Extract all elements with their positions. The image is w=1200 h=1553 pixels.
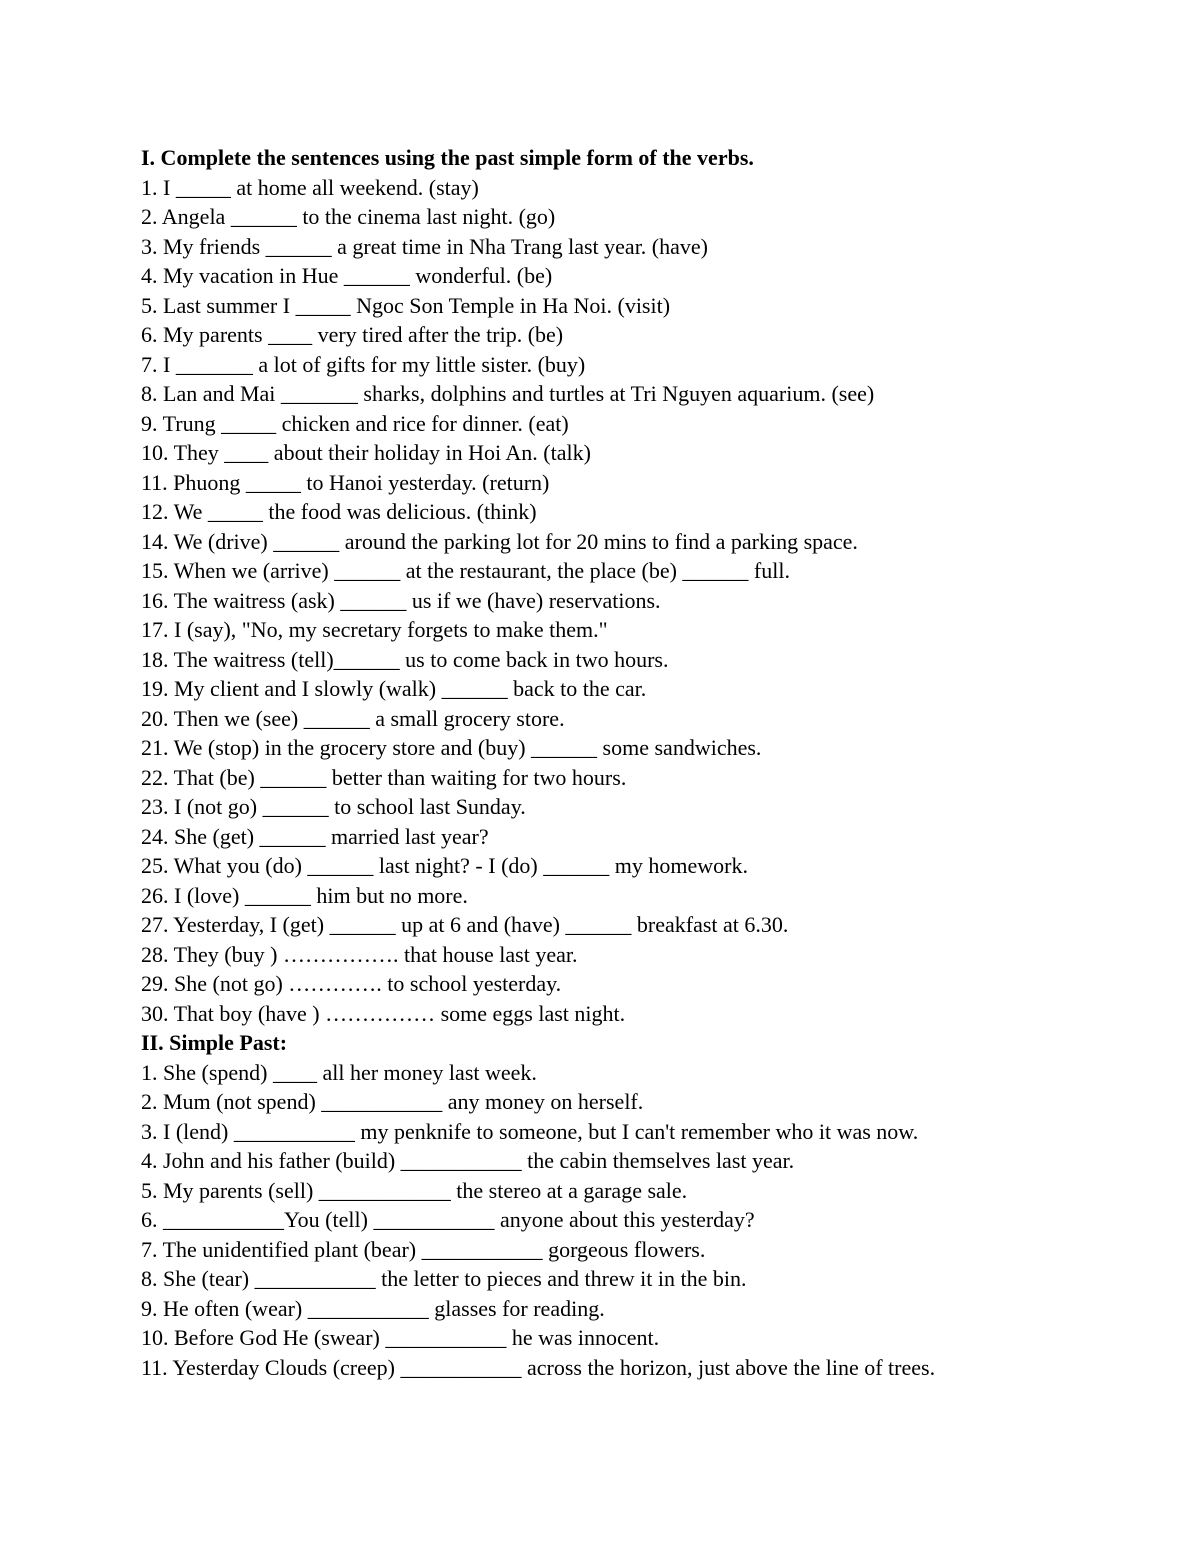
- exercise-item: 6. ___________You (tell) ___________ anyone about this yesterday?: [141, 1207, 755, 1232]
- exercise-item: 4. John and his father (build) ___________ the cabin themselves last year.: [141, 1148, 795, 1173]
- exercise-item: 18. The waitress (tell)______ us to come back in two hours.: [141, 646, 669, 672]
- exercise-item: 1. I _____ at home all weekend. (stay): [141, 174, 479, 200]
- exercise-item: 1. She (spend) ____ all her money last week.: [141, 1059, 537, 1085]
- exercise-item: 4. My vacation in Hue ______ wonderful. (be): [141, 263, 553, 288]
- exercise-item: 5. My parents (sell) ____________ the stereo at a garage sale.: [141, 1177, 688, 1203]
- exercise-item: 30. That boy (have ) …………… some eggs last night.: [141, 1000, 626, 1026]
- exercise-item: 10. Before God He (swear) ___________ he was innocent.: [141, 1325, 660, 1350]
- exercise-item: 21. We (stop) in the grocery store and (buy) ______ some sandwiches.: [141, 735, 762, 760]
- exercise-item: 9. Trung _____ chicken and rice for dinner. (eat): [141, 410, 569, 436]
- exercise-item: 8. Lan and Mai _______ sharks, dolphins and turtles at Tri Nguyen aquarium. (see): [141, 381, 875, 406]
- exercise-item: 5. Last summer I _____ Ngoc Son Temple in Ha Noi. (visit): [141, 292, 671, 318]
- exercise-item: 20. Then we (see) ______ a small grocery store.: [141, 705, 565, 731]
- exercise-item: 14. We (drive) ______ around the parking lot for 20 mins to find a parking space.: [141, 528, 858, 554]
- exercise-item: 7. I _______ a lot of gifts for my little sister. (buy): [141, 351, 586, 377]
- section-1-heading: I. Complete the sentences using the past simple form of the verbs.: [141, 145, 754, 170]
- exercise-item: 9. He often (wear) ___________ glasses for reading.: [141, 1295, 605, 1321]
- exercise-item: 3. My friends ______ a great time in Nha Trang last year. (have): [141, 233, 708, 259]
- exercise-item: 26. I (love) ______ him but no more.: [141, 882, 468, 908]
- section-2-heading: II. Simple Past:: [141, 1030, 288, 1055]
- exercise-item: 29. She (not go) …………. to school yesterday.: [141, 971, 562, 996]
- exercise-item: 15. When we (arrive) ______ at the restaurant, the place (be) ______ full.: [141, 558, 790, 583]
- exercise-item: 7. The unidentified plant (bear) ___________ gorgeous flowers.: [141, 1236, 706, 1262]
- exercise-item: 17. I (say), "No, my secretary forgets to make them.": [141, 617, 608, 642]
- exercise-item: 23. I (not go) ______ to school last Sunday.: [141, 794, 526, 819]
- exercise-item: 11. Yesterday Clouds (creep) ___________ across the horizon, just above the line of trees.: [141, 1354, 936, 1380]
- worksheet-content: [141, 143, 1059, 1382]
- exercise-item: 3. I (lend) ___________ my penknife to someone, but I can't remember who it was now.: [141, 1118, 919, 1144]
- exercise-item: 10. They ____ about their holiday in Hoi An. (talk): [141, 440, 591, 465]
- exercise-item: 28. They (buy ) ……………. that house last year.: [141, 941, 578, 967]
- exercise-item: 27. Yesterday, I (get) ______ up at 6 and (have) ______ breakfast at 6.30.: [141, 912, 789, 937]
- exercise-item: 11. Phuong _____ to Hanoi yesterday. (return): [141, 469, 550, 495]
- exercise-item: 12. We _____ the food was delicious. (think): [141, 499, 537, 524]
- exercise-item: 2. Angela ______ to the cinema last night. (go): [141, 204, 556, 229]
- exercise-item: 24. She (get) ______ married last year?: [141, 823, 489, 849]
- exercise-item: 25. What you (do) ______ last night? - I (do) ______ my homework.: [141, 853, 748, 878]
- exercise-item: 8. She (tear) ___________ the letter to pieces and threw it in the bin.: [141, 1266, 747, 1291]
- exercise-item: 16. The waitress (ask) ______ us if we (have) reservations.: [141, 587, 661, 613]
- exercise-item: 6. My parents ____ very tired after the trip. (be): [141, 322, 564, 347]
- exercise-item: 22. That (be) ______ better than waiting for two hours.: [141, 764, 627, 790]
- exercise-item: 19. My client and I slowly (walk) ______ back to the car.: [141, 676, 647, 701]
- exercise-item: 2. Mum (not spend) ___________ any money on herself.: [141, 1089, 644, 1114]
